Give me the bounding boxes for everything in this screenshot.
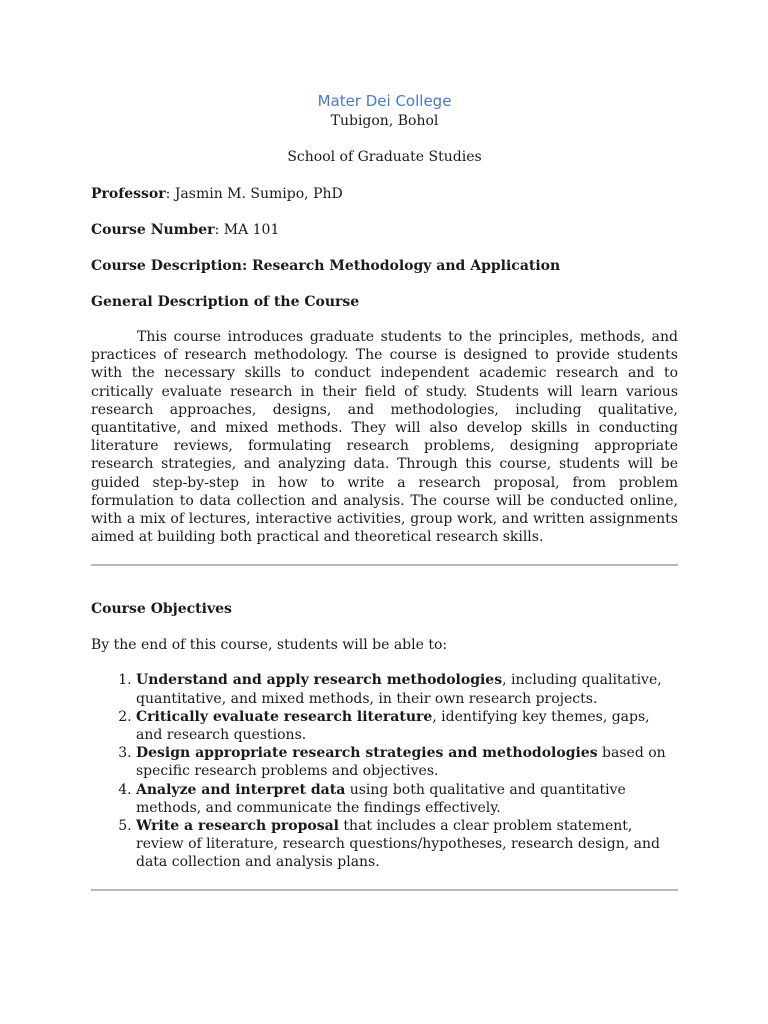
professor-line (91, 184, 678, 204)
college-name: Mater Dei College (317, 92, 452, 110)
objective-text: using both qualitative and quantitative methods, and communicate the findings effectively. (136, 781, 626, 816)
objective-item (136, 671, 678, 707)
objective-text: that includes a clear problem statement, review of literature, research questions/hypotheses, research design, and data collection and analysis plans. (136, 818, 660, 871)
section-divider (91, 564, 678, 566)
course-description: Course Description: Research Methodology and Application (91, 258, 561, 274)
college-location: Tubigon, Bohol (330, 113, 439, 129)
objective-bold: Analyze and interpret data (136, 781, 346, 798)
objectives-heading: Course Objectives (91, 601, 232, 618)
professor-label: Professor (91, 186, 166, 202)
objective-item (136, 781, 678, 817)
objective-bold: Write a research proposal (136, 818, 339, 835)
professor-value: : Jasmin M. Sumipo, PhD (165, 186, 343, 202)
objective-text: based on specific research problems and objectives. (136, 745, 666, 780)
objective-text: , including qualitative, quantitative, and mixed methods, in their own research projects. (136, 672, 662, 707)
course-number-line (91, 220, 678, 240)
course-number-label: Course Number (91, 222, 215, 238)
objectives-intro: By the end of this course, students will be able to: (91, 637, 448, 654)
objective-bold: Critically evaluate research literature (136, 708, 433, 725)
course-number-value: : MA 101 (214, 222, 280, 238)
general-description-heading: General Description of the Course (91, 294, 360, 310)
objective-bold: Design appropriate research strategies and methodologies (136, 745, 598, 762)
general-description-body: This course introduces graduate students to the principles, methods, and practices of research methodology. The course is designed to provide students with the necessary skills to conduct independent academic research and to critically evaluate research in their field of study. Students will learn various research approaches, designs, and methodologies, including qualitative, quantitative, and mixed methods. They will also develop skills in conducting literature reviews, formulating research problems, designing appropriate research strategies, and analyzing data. Through this course, students will be guided step-by-step in how to write a research proposal, from problem formulation to data collection and analysis. The course will be conducted online, with a mix of lectures, interactive activities, group work, and written assignments aimed at building both practical and theoretical research skills. (91, 329, 678, 546)
objective-text: , identifying key themes, gaps, and research questions. (136, 708, 650, 744)
objective-item (136, 744, 678, 780)
objective-item (136, 708, 678, 744)
objectives-list (91, 671, 678, 871)
document-content (91, 92, 678, 891)
objective-item (136, 817, 678, 872)
school-name: School of Graduate Studies (287, 149, 482, 165)
section-divider-bottom (91, 889, 678, 891)
objective-bold: Understand and apply research methodologies (136, 672, 503, 689)
